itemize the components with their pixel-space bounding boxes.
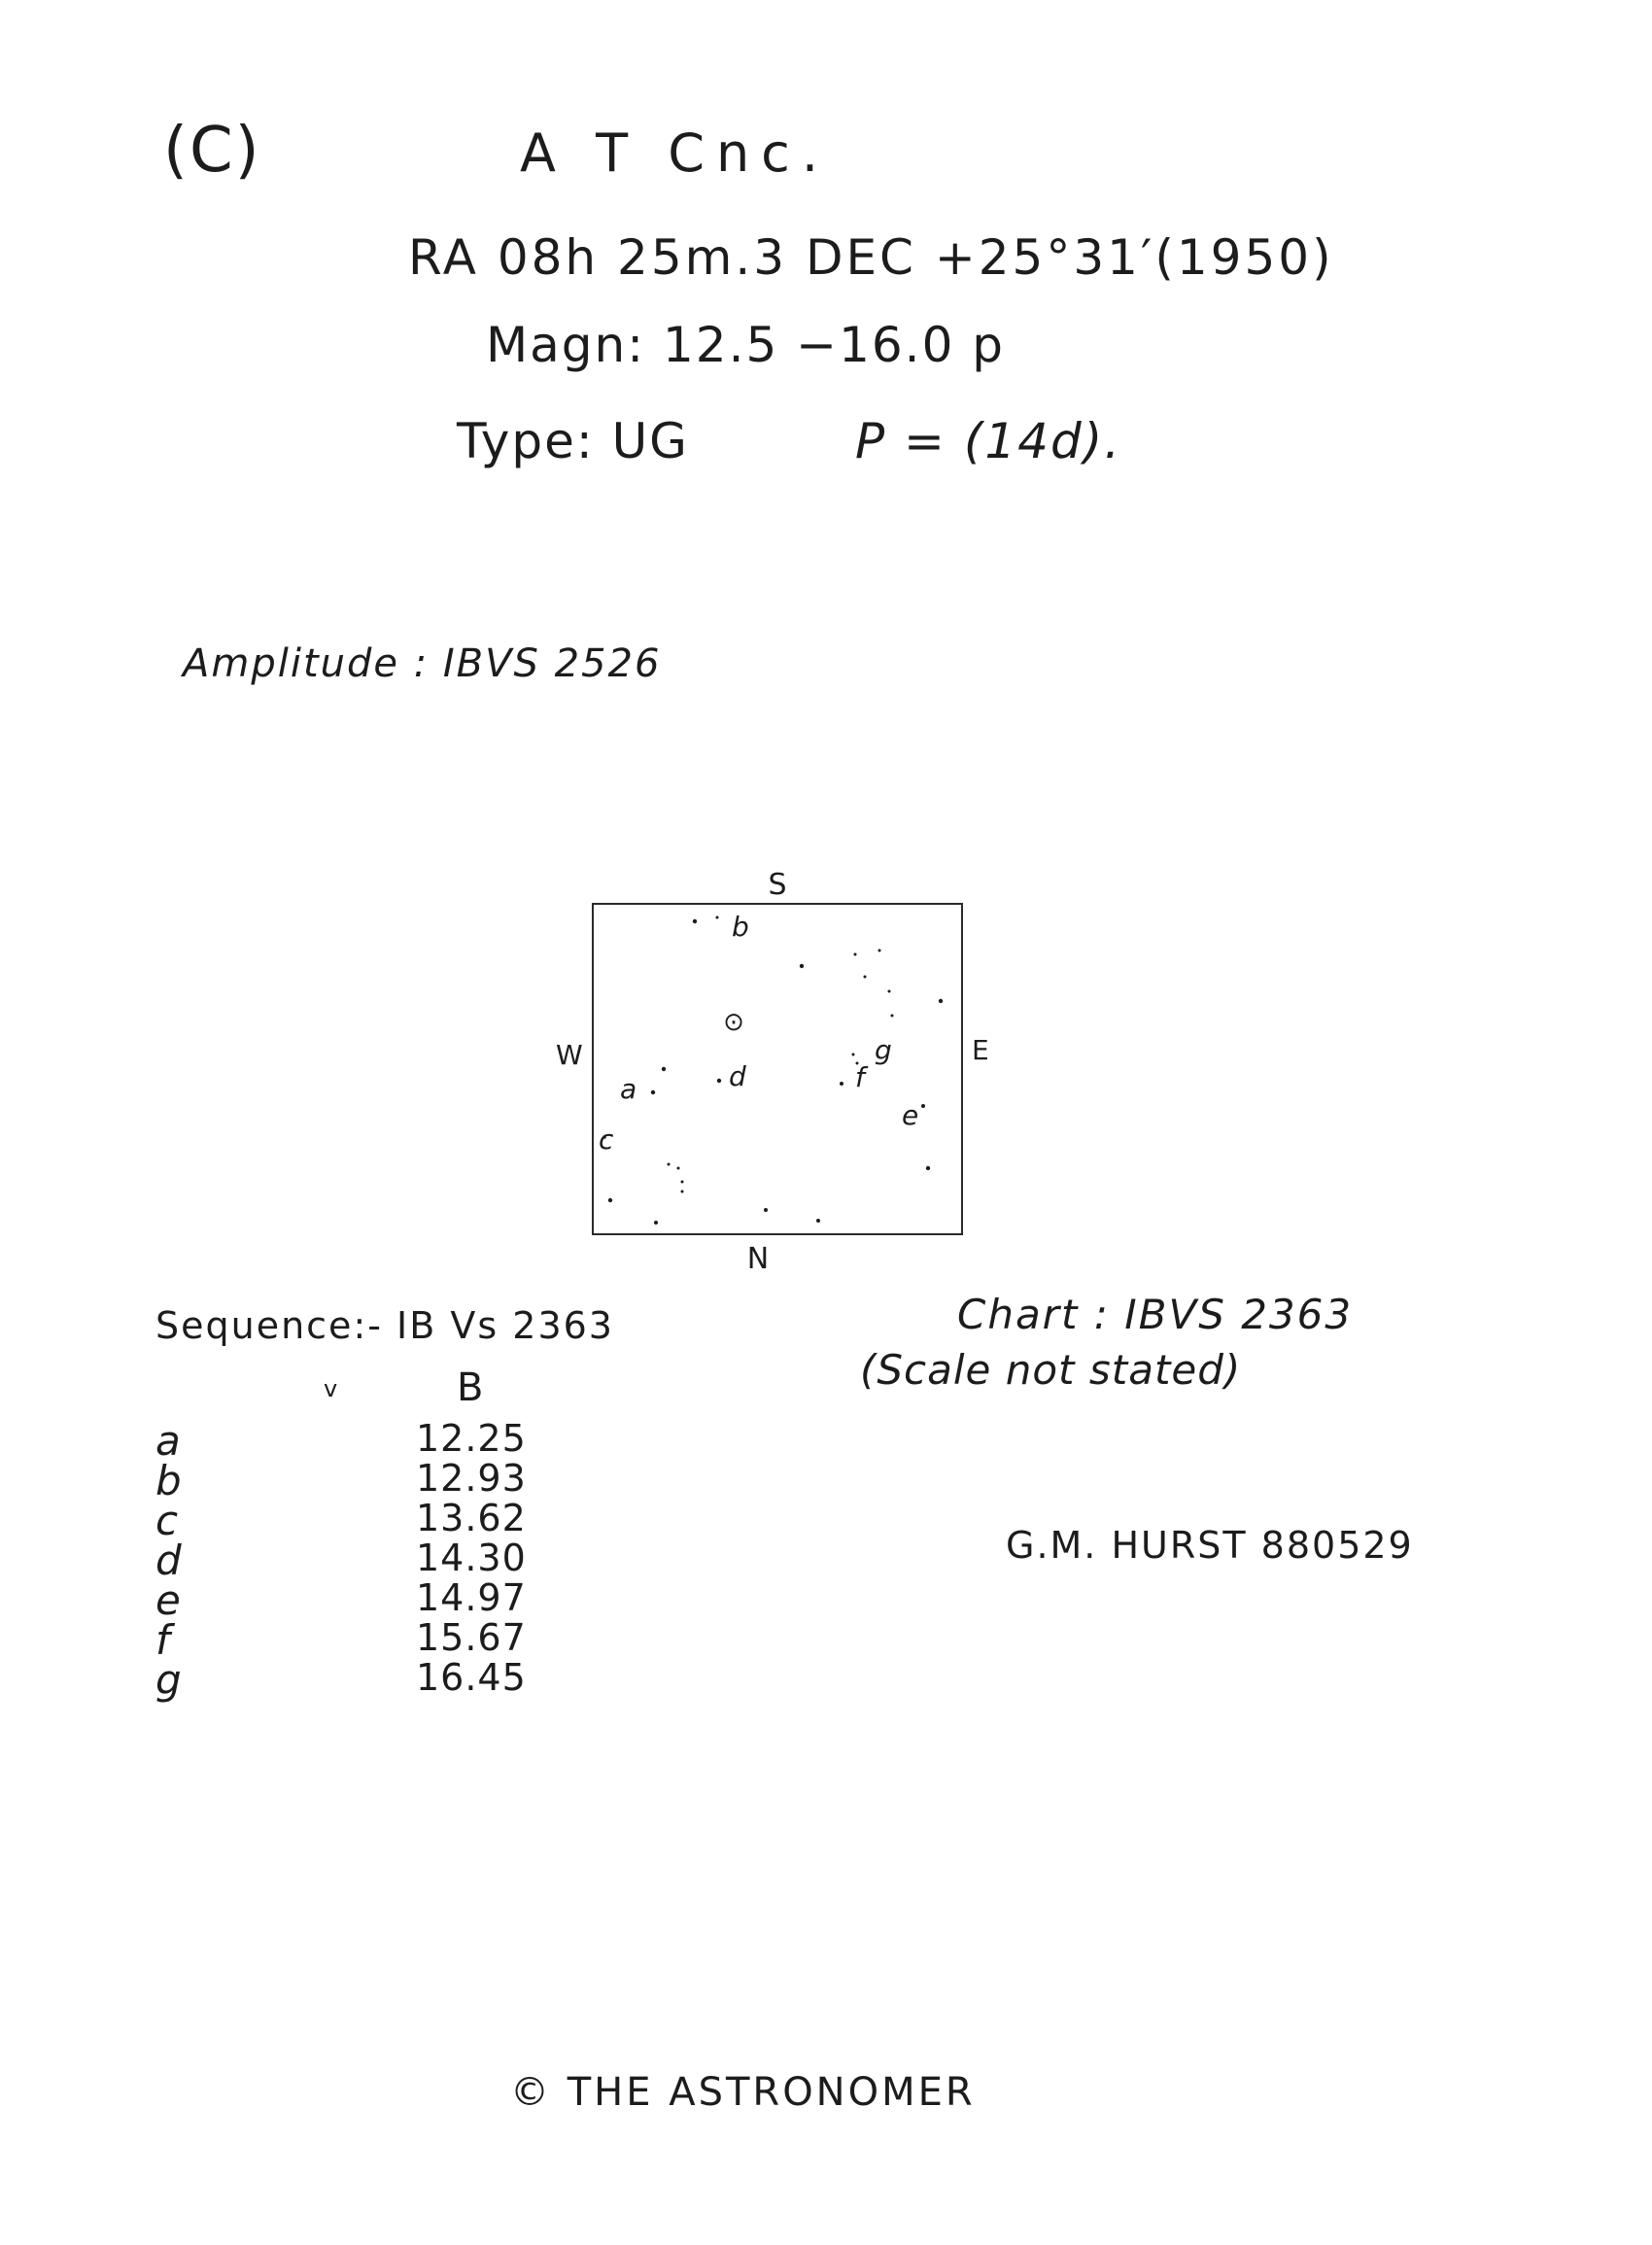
field-star <box>939 999 943 1003</box>
sequence-star: a <box>155 1417 181 1465</box>
field-star <box>654 1221 658 1225</box>
field-star <box>651 1090 655 1094</box>
field-star <box>840 1082 843 1086</box>
sequence-row <box>155 1457 564 1504</box>
sequence-star: f <box>155 1616 170 1664</box>
star-label-e: e <box>902 1099 919 1131</box>
chart-label: (C) <box>163 115 261 187</box>
column-header-v: v <box>324 1375 338 1402</box>
sequence-star: g <box>155 1656 182 1704</box>
sequence-heading: Sequence:- IB Vs 2363 <box>155 1304 614 1347</box>
chart-frame <box>593 904 962 1234</box>
sequence-row <box>155 1576 564 1624</box>
variable-type: Type: UG <box>457 413 689 469</box>
star-label-f: f <box>855 1061 865 1093</box>
field-star <box>668 1163 671 1166</box>
field-star <box>921 1104 925 1108</box>
sequence-b-magnitude: 14.97 <box>416 1576 527 1619</box>
scale-note: (Scale not stated) <box>860 1346 1242 1394</box>
author-signature: G.M. HURST 880529 <box>1006 1524 1414 1567</box>
sequence-row <box>155 1616 564 1664</box>
sequence-star: e <box>155 1576 181 1624</box>
field-star <box>854 953 857 956</box>
sequence-star: d <box>155 1537 182 1584</box>
field-star <box>852 1053 855 1056</box>
star-label-g: g <box>875 1034 892 1066</box>
star-label-b: b <box>732 911 749 943</box>
direction-top: S <box>768 868 787 902</box>
column-header-b: B <box>457 1365 484 1410</box>
sequence-star: b <box>155 1457 182 1504</box>
field-star <box>816 1219 820 1223</box>
field-star <box>681 1191 684 1193</box>
field-star <box>716 916 719 919</box>
field-stars <box>602 916 943 1226</box>
field-star <box>717 1079 721 1083</box>
period: P = (14d). <box>855 413 1122 469</box>
sequence-table <box>155 1417 564 1704</box>
field-star <box>693 919 697 923</box>
direction-bottom: N <box>746 1242 770 1276</box>
field-star <box>888 990 891 993</box>
sequence-b-magnitude: 12.93 <box>416 1457 527 1500</box>
field-star <box>608 1198 612 1202</box>
field-star <box>764 1208 768 1212</box>
field-star <box>677 1167 680 1170</box>
field-star <box>891 1015 894 1018</box>
direction-right: E <box>972 1034 989 1066</box>
field-star <box>662 1067 666 1071</box>
copyright-credit: © THE ASTRONOMER <box>510 2070 976 2115</box>
star-name: A T Cnc. <box>520 122 831 184</box>
sequence-row <box>155 1656 564 1704</box>
sequence-b-magnitude: 12.25 <box>416 1417 527 1460</box>
field-star <box>864 976 867 979</box>
amplitude-reference: Amplitude : IBVS 2526 <box>183 641 662 686</box>
finder-chart <box>525 855 991 1283</box>
sequence-row <box>155 1497 564 1544</box>
variable-star-symbol: ⊙ <box>723 1008 744 1037</box>
star-label-c: c <box>599 1123 614 1156</box>
star-label-a: a <box>620 1073 637 1105</box>
direction-left: W <box>556 1039 583 1071</box>
sequence-b-magnitude: 14.30 <box>416 1537 527 1579</box>
field-star <box>926 1166 930 1170</box>
sequence-row <box>155 1417 564 1465</box>
sequence-row <box>155 1537 564 1584</box>
star-label-d: d <box>729 1060 746 1092</box>
coordinates: RA 08h 25m.3 DEC +25°31′(1950) <box>408 229 1334 286</box>
magnitude-range: Magn: 12.5 −16.0 p <box>486 317 1006 373</box>
field-star <box>800 964 804 968</box>
sequence-b-magnitude: 16.45 <box>416 1656 527 1699</box>
field-star <box>878 950 881 952</box>
sequence-b-magnitude: 13.62 <box>416 1497 527 1539</box>
sequence-b-magnitude: 15.67 <box>416 1616 527 1659</box>
field-star <box>681 1181 684 1184</box>
sequence-star: c <box>155 1497 179 1544</box>
chart-reference: Chart : IBVS 2363 <box>957 1291 1354 1338</box>
